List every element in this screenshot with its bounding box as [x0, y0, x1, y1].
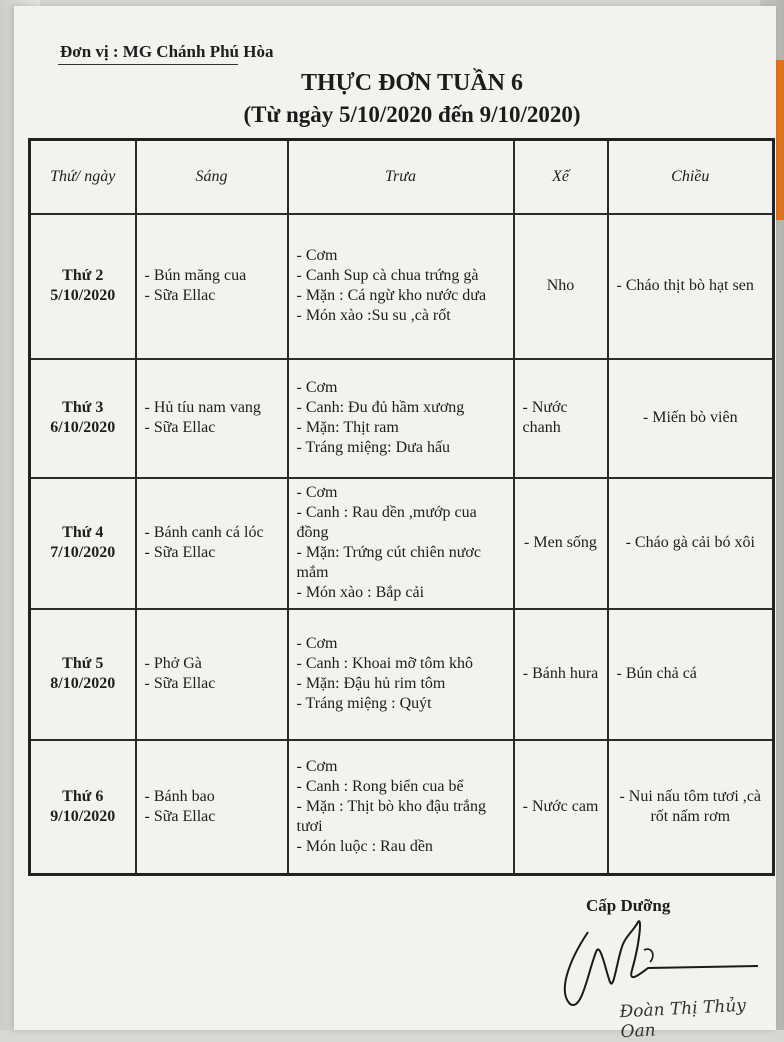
xe-cell [514, 478, 608, 609]
sang-cell [136, 214, 288, 359]
sang-cell [136, 609, 288, 740]
day-cell [30, 478, 136, 609]
trua-item: - Mặn : Cá ngừ kho nước dưa [296, 287, 487, 305]
sang-item: - Bún măng cua [144, 267, 247, 285]
sang-item: - Hủ tíu nam vang [144, 399, 261, 417]
header-xe: Xế [514, 140, 608, 215]
day-label: Thứ 4 [62, 524, 104, 542]
page-title: THỰC ĐƠN TUẦN 6 [300, 70, 523, 96]
chieu-item: - Cháo thịt bò hạt sen [616, 277, 754, 295]
chieu-cell [608, 478, 774, 609]
trua-item: - Mặn : Thịt bò kho đậu trắng tươi [296, 797, 486, 835]
sang-item: - Sữa Ellac [144, 287, 216, 305]
trua-item: - Tráng miệng: Dưa hấu [296, 439, 451, 457]
trua-item: - Mặn: Trứng cút chiên nươc mắm [296, 544, 481, 582]
chieu-item: - Bún chả cá [616, 665, 697, 683]
trua-cell [288, 478, 514, 609]
chieu-cell [608, 740, 774, 875]
day-cell [30, 214, 136, 359]
table-row [30, 359, 774, 478]
xe-item: - Men sống [524, 534, 597, 552]
trua-item: - Món luộc : Rau dền [296, 837, 433, 855]
trua-cell [288, 214, 514, 359]
table-row [30, 740, 774, 875]
trua-item: - Cơm [296, 484, 338, 502]
signature-title: Cấp Dưỡng [586, 896, 671, 915]
trua-item: - Canh : Rau dền ,mướp cua đồng [296, 504, 477, 542]
day-label: Thứ 3 [62, 399, 104, 417]
trua-item: - Tráng miệng : Quýt [296, 695, 432, 713]
sang-item: - Sữa Ellac [144, 675, 216, 693]
date-range: (Từ ngày 5/10/2020 đến 9/10/2020) [243, 102, 581, 127]
sang-item: - Sữa Ellac [144, 544, 216, 562]
sang-cell [136, 740, 288, 875]
sang-item: - Bánh canh cá lóc [144, 524, 264, 542]
trua-item: - Cơm [296, 379, 338, 397]
day-cell [30, 609, 136, 740]
trua-cell [288, 740, 514, 875]
trua-item: - Canh : Rong biển cua bể [296, 777, 464, 795]
signer-name: Đoàn Thị Thủy Oan [619, 995, 747, 1042]
trua-item: - Canh: Đu đủ hầm xương [296, 399, 465, 417]
trua-item: - Mặn: Thịt ram [296, 419, 399, 437]
unit-label: Đơn vị : MG Chánh Phú Hòa [60, 42, 274, 61]
table-row [30, 214, 774, 359]
table-header-row [30, 140, 774, 215]
xe-cell [514, 359, 608, 478]
trua-item: - Món xào : Bắp cải [296, 584, 425, 602]
table-row [30, 609, 774, 740]
xe-cell [514, 214, 608, 359]
chieu-cell [608, 359, 774, 478]
trua-cell [288, 609, 514, 740]
day-label: Thứ 2 [62, 267, 104, 285]
sang-cell [136, 359, 288, 478]
day-date: 5/10/2020 [50, 287, 116, 305]
header-day: Thứ/ ngày [30, 140, 136, 215]
header-trua: Trưa [288, 140, 514, 215]
trua-item: - Mặn: Đậu hủ rim tôm [296, 675, 446, 693]
chieu-cell [608, 609, 774, 740]
day-date: 7/10/2020 [50, 544, 116, 562]
trua-item: - Cơm [296, 757, 338, 775]
sang-item: - Sữa Ellac [144, 807, 216, 825]
day-date: 9/10/2020 [50, 807, 116, 825]
chieu-item: - Cháo gà cải bó xôi [625, 534, 755, 552]
trua-item: - Cơm [296, 247, 338, 265]
xe-item: - Nước chanh [522, 399, 568, 437]
table-row [30, 478, 774, 609]
day-date: 8/10/2020 [50, 675, 116, 693]
xe-item: Nho [546, 277, 575, 295]
trua-cell [288, 359, 514, 478]
trua-item: - Canh Sup cà chua trứng gà [296, 267, 479, 285]
chieu-item: - Miến bò viên [642, 409, 738, 427]
day-cell [30, 740, 136, 875]
sang-item: - Sữa Ellac [144, 419, 216, 437]
sang-item: - Bánh bao [144, 787, 215, 805]
menu-table [28, 138, 775, 876]
sang-item: - Phở Gà [144, 655, 202, 673]
sang-cell [136, 478, 288, 609]
day-cell [30, 359, 136, 478]
unit-underline [58, 64, 238, 65]
header-chieu: Chiều [608, 140, 774, 215]
day-date: 6/10/2020 [50, 419, 116, 437]
day-label: Thứ 5 [62, 655, 104, 673]
trua-item: - Canh : Khoai mỡ tôm khô [296, 655, 473, 673]
header-sang: Sáng [136, 140, 288, 215]
chieu-item: - Nui nấu tôm tươi ,cà rốt nấm rơm [619, 787, 762, 825]
chieu-cell [608, 214, 774, 359]
trua-item: - Cơm [296, 635, 338, 653]
trua-item: - Món xào :Su su ,cà rốt [296, 307, 451, 325]
xe-cell [514, 609, 608, 740]
xe-item: - Nước cam [522, 797, 599, 815]
day-label: Thứ 6 [62, 787, 104, 805]
xe-cell [514, 740, 608, 875]
xe-item: - Bánh hura [522, 665, 599, 683]
